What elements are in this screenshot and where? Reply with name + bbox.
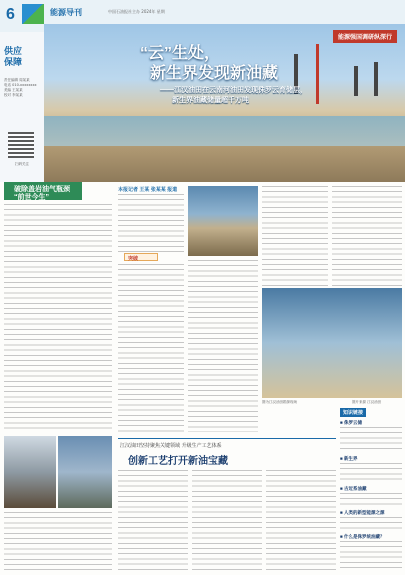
knowledge-point: ■ 新生界 xyxy=(340,456,358,461)
photo-caption: 图为江汉油田勘探现场 xyxy=(262,400,297,404)
article-column-3 xyxy=(262,186,328,286)
subheadline xyxy=(160,86,307,106)
divider xyxy=(118,438,336,439)
side-article-text xyxy=(4,204,112,432)
editor-info: 责任编辑 周某某 电话 010-xxxxxxxx 美编 王某某 校对 李某某 xyxy=(4,78,37,97)
hero-photo xyxy=(44,24,405,182)
knowledge-point: ■ 古近系油藏 xyxy=(340,486,367,491)
section-marker xyxy=(124,253,158,261)
wind-turbine-icon xyxy=(374,62,378,96)
qr-caption: 扫码关注 xyxy=(15,162,29,166)
newspaper-logo-icon xyxy=(22,4,44,24)
article-column-1 xyxy=(118,194,184,252)
subheadline-line-1: ——江汉油田在云南河油田发现侏罗云育储层， xyxy=(160,87,307,94)
bottom-left-text xyxy=(4,512,112,570)
knowledge-text xyxy=(340,463,402,483)
byline: 本报记者 王某 张某某 报道 xyxy=(118,187,178,193)
knowledge-point: ■ 人类的新型能源之源 xyxy=(340,510,385,515)
knowledge-text xyxy=(340,493,402,507)
article-column-2 xyxy=(188,260,258,432)
headline-line-2: 新生界发现新油藏 xyxy=(150,65,279,82)
knowledge-point: ■ 侏罗云储 xyxy=(340,420,362,425)
qr-code-icon xyxy=(8,132,34,158)
side-feature-title: 破除盖岩油气瓶颈 “前世今生” xyxy=(14,186,70,201)
headline xyxy=(140,44,278,84)
section-marker-label: 突破 xyxy=(128,256,139,262)
photo-credit: 图片来源 江汉油田 xyxy=(352,400,382,404)
subheadline-line-2: 新生界油藏储量超千万吨 xyxy=(172,97,249,104)
water-area xyxy=(44,116,405,146)
bottom-column-2 xyxy=(192,470,262,570)
rig-tower-icon xyxy=(316,44,319,104)
article-column-4 xyxy=(332,186,402,286)
bottom-photo-1 xyxy=(4,436,56,508)
knowledge-text xyxy=(340,541,402,569)
series-tag: 能源强国调研纵深行 xyxy=(333,30,397,43)
headline-line-1: “云”生处， xyxy=(140,45,221,62)
column-title: 供应 保障 xyxy=(4,46,23,67)
left-info-column xyxy=(0,32,44,182)
bottom-column-1 xyxy=(118,470,188,570)
header-meta: 中国石油报社主办 2024年 星期 xyxy=(108,9,165,14)
knowledge-box-title: 知识链接 xyxy=(340,408,366,417)
wind-turbine-icon xyxy=(354,66,358,96)
bottom-photo-2 xyxy=(58,436,112,508)
knowledge-text xyxy=(340,517,402,531)
bottom-headline: 创新工艺打开新油宝藏 xyxy=(128,456,228,467)
page-number: 6 xyxy=(6,6,15,23)
knowledge-point: ■ 什么是侏罗统油藏？ xyxy=(340,534,385,539)
knowledge-text xyxy=(340,427,402,453)
article-photo-1 xyxy=(188,186,258,256)
bottom-kicker: 江汉油田坚持聚焦关键领域 升级生产工艺体系 xyxy=(120,443,222,449)
article-column-1b xyxy=(118,264,184,432)
bottom-column-3 xyxy=(266,470,336,570)
article-photo-2 xyxy=(262,288,402,398)
section-title: 能源导刊 xyxy=(50,8,82,17)
